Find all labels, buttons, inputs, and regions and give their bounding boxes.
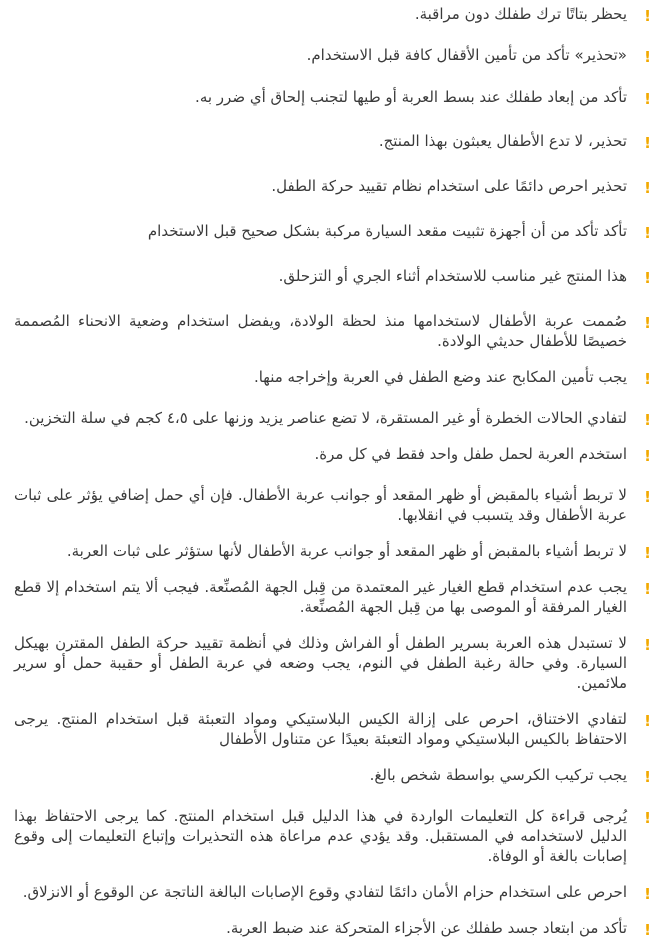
exclamation-icon: ! <box>644 269 651 287</box>
warning-text: «تحذير» تأكد من تأمين الأقفال كافة قبل الاستخدام. <box>306 46 627 64</box>
exclamation-icon: ! <box>644 544 651 562</box>
warning-item <box>0 485 665 525</box>
exclamation-icon: ! <box>644 90 651 108</box>
warning-item <box>0 87 665 107</box>
warning-item <box>0 131 665 151</box>
warning-text: لتفادي الاختناق، احرص على إزالة الكيس البلاستيكي ومواد التعبئة قبل استخدام المنتج. يرجى الاحتفاظ بالكيس البلاستيكي ومواد التعبئة بعيدًا عن متناول الأطفال <box>14 710 627 748</box>
exclamation-icon: ! <box>644 411 651 429</box>
exclamation-icon: ! <box>644 488 651 506</box>
warnings-list <box>0 4 665 938</box>
warning-text: يجب عدم استخدام قطع الغيار غير المعتمدة من قِبل الجهة المُصنِّعة. فيجب ألا يتم استخدام إلا قطع الغيار المرفقة أو الموصى بها من قِبل الجهة المُصنِّعة. <box>14 578 627 616</box>
warning-text: صُممت عربة الأطفال لاستخدامها منذ لحظة الولادة، ويفضل استخدام وضعية الانحناء المُصممة خصيصًا للأطفال حديثي الولادة. <box>14 312 627 350</box>
warning-text: تحذير، لا تدع الأطفال يعبثون بهذا المنتج. <box>378 132 627 150</box>
warning-item <box>0 266 665 286</box>
warning-item <box>0 633 665 693</box>
warning-text: لا تربط أشياء بالمقبض أو ظهر المقعد أو جوانب عربة الأطفال لأنها ستؤثر على ثبات العربة. <box>66 542 627 560</box>
exclamation-icon: ! <box>644 447 651 465</box>
warning-item <box>0 408 665 428</box>
exclamation-icon: ! <box>644 370 651 388</box>
warning-text: لتفادي الحالات الخطرة أو غير المستقرة، لا تضع عناصر يزيد وزنها على ٤،٥ كجم في سلة التخزين. <box>24 409 627 427</box>
exclamation-icon: ! <box>644 921 651 939</box>
warning-text: يُرجى قراءة كل التعليمات الواردة في هذا الدليل قبل استخدام المنتج. كما يرجى الاحتفاظ بهذا الدليل لاستخدامه في المستقبل. وقد يؤدي عدم مراعاة هذه التحذيرات وإتباع التعليمات إلى وقوع إصابات بالغة أو الوفاة. <box>14 807 627 865</box>
exclamation-icon: ! <box>644 48 651 66</box>
warning-text: تأكد من ابتعاد جسد طفلك عن الأجزاء المتحركة عند ضبط العربة. <box>226 919 627 937</box>
exclamation-icon: ! <box>644 768 651 786</box>
exclamation-icon: ! <box>644 580 651 598</box>
exclamation-icon: ! <box>644 224 651 242</box>
exclamation-icon: ! <box>644 179 651 197</box>
exclamation-icon: ! <box>644 809 651 827</box>
exclamation-icon: ! <box>644 712 651 730</box>
warning-text: تأكد تأكد من أن أجهزة تثبيت مقعد السيارة مركبة بشكل صحيح قبل الاستخدام <box>147 222 627 240</box>
warning-text: تأكد من إبعاد طفلك عند بسط العربة أو طيها لتجنب إلحاق أي ضرر به. <box>195 88 627 106</box>
warning-text: يجب تأمين المكابح عند وضع الطفل في العربة وإخراجه منها. <box>253 368 627 386</box>
warning-text: لا تربط أشياء بالمقبض أو ظهر المقعد أو جوانب عربة الأطفال. فإن أي حمل إضافي يؤثر على ثبات عربة الأطفال وقد يتسبب في انقلابها. <box>14 486 627 524</box>
exclamation-icon: ! <box>644 885 651 903</box>
warning-item <box>0 221 665 241</box>
warning-item <box>0 709 665 749</box>
exclamation-icon: ! <box>644 7 651 25</box>
warning-text: يجب تركيب الكرسي بواسطة شخص بالغ. <box>369 766 627 784</box>
warning-item <box>0 45 665 65</box>
exclamation-icon: ! <box>644 314 651 332</box>
warning-item <box>0 541 665 561</box>
warning-item <box>0 765 665 785</box>
warning-item <box>0 4 665 24</box>
warning-item <box>0 444 665 464</box>
warning-text: لا تستبدل هذه العربة بسرير الطفل أو الفراش وذلك في أنظمة تقييد حركة الطفل المقترن بهيكل السيارة. وفي حالة رغبة الطفل في النوم، يجب وضعه في عربة الطفل أو حقيبة حمل أو سرير ملائمين. <box>14 634 627 692</box>
warning-item <box>0 176 665 196</box>
warning-item <box>0 806 665 866</box>
exclamation-icon: ! <box>644 636 651 654</box>
exclamation-icon: ! <box>644 134 651 152</box>
warning-text: يحظر بتاتًا ترك طفلك دون مراقبة. <box>414 5 627 23</box>
warning-item <box>0 367 665 387</box>
warning-item <box>0 882 665 902</box>
warning-text: تحذير احرص دائمًا على استخدام نظام تقييد حركة الطفل. <box>271 177 627 195</box>
warning-text: هذا المنتج غير مناسب للاستخدام أثناء الجري أو التزحلق. <box>278 267 627 285</box>
warning-item <box>0 577 665 617</box>
warning-item <box>0 311 665 351</box>
warning-item <box>0 918 665 938</box>
warning-text: استخدم العربة لحمل طفل واحد فقط في كل مرة. <box>314 445 627 463</box>
warning-text: احرص على استخدام حزام الأمان دائمًا لتفادي وقوع الإصابات البالغة الناتجة عن الوقوع أو الانزلاق. <box>22 883 627 901</box>
